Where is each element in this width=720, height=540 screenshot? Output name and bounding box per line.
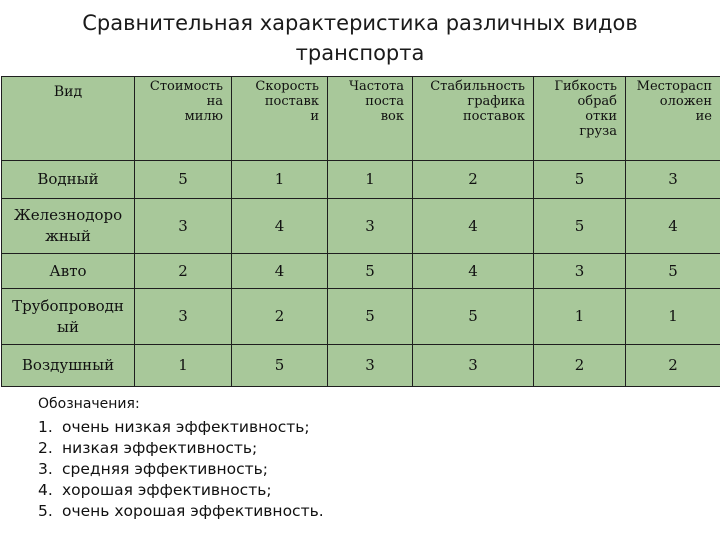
table-cell: 3 (135, 289, 232, 345)
table-cell: 5 (534, 199, 626, 254)
header-cell (413, 77, 534, 161)
table-cell: 3 (328, 345, 413, 387)
legend-item-text: очень низкая эффективность; (62, 418, 310, 436)
row-name-cell (2, 199, 135, 254)
page-title (60, 8, 660, 68)
legend-item (38, 438, 458, 459)
header-cell (626, 77, 720, 161)
header-line: обраб (577, 94, 617, 109)
header-line: оложен (659, 94, 712, 109)
table-cell: 5 (135, 161, 232, 199)
legend-item-number: 5. (38, 502, 53, 520)
table-cell: 5 (232, 345, 328, 387)
table-cell: 1 (626, 289, 720, 345)
legend-item (38, 501, 458, 522)
header-line: на (206, 94, 223, 109)
header-line: поставок (463, 109, 525, 124)
table-cell: 4 (232, 199, 328, 254)
table-cell: 4 (232, 254, 328, 289)
header-cell (232, 77, 328, 161)
legend-item-number: 3. (38, 460, 53, 478)
row-name-cell (2, 345, 135, 387)
legend-item-text: хорошая эффективность; (62, 481, 272, 499)
header-line: вок (380, 109, 404, 124)
table-cell: 2 (626, 345, 720, 387)
table-cell: 3 (328, 199, 413, 254)
header-line: графика (467, 94, 525, 109)
table-row (2, 345, 720, 387)
table-cell: 2 (232, 289, 328, 345)
table-row (2, 161, 720, 199)
legend-title: Обозначения: (38, 396, 140, 412)
title-line-1: Сравнительная характеристика различных видов (82, 11, 638, 35)
header-line: поставк (264, 94, 319, 109)
table-cell: 3 (534, 254, 626, 289)
table-row (2, 289, 720, 345)
table-cell: 1 (232, 161, 328, 199)
table-cell: 2 (534, 345, 626, 387)
legend (38, 395, 458, 522)
header-line: поста (365, 94, 404, 109)
header-cell (135, 77, 232, 161)
legend-item-number: 1. (38, 418, 53, 436)
row-name-line: Железнодоро (13, 206, 123, 224)
header-line: Вид (53, 84, 83, 100)
row-name-line: жный (45, 227, 91, 245)
legend-item-text: средняя эффективность; (62, 460, 268, 478)
table-cell: 3 (626, 161, 720, 199)
row-name-cell (2, 161, 135, 199)
legend-item-number: 2. (38, 439, 53, 457)
table-cell: 4 (413, 199, 534, 254)
table-header-row (2, 77, 720, 161)
header-line: Частота (348, 79, 404, 94)
row-name-cell (2, 289, 135, 345)
table-cell: 5 (413, 289, 534, 345)
header-cell (534, 77, 626, 161)
row-name-cell (2, 254, 135, 289)
title-line-2: транспорта (295, 41, 425, 65)
table-cell: 5 (328, 289, 413, 345)
header-line: и (310, 109, 319, 124)
table-cell: 2 (135, 254, 232, 289)
legend-item-number: 4. (38, 481, 53, 499)
table-cell: 3 (135, 199, 232, 254)
row-name-line: Авто (49, 261, 87, 280)
header-cell (2, 77, 135, 161)
header-line: Месторасп (636, 79, 712, 94)
table-cell: 2 (413, 161, 534, 199)
header-line: Стоимость (149, 79, 223, 94)
table-cell: 5 (626, 254, 720, 289)
table-cell: 3 (413, 345, 534, 387)
legend-item-text: низкая эффективность; (62, 439, 258, 457)
legend-item (38, 459, 458, 480)
table-cell: 4 (413, 254, 534, 289)
row-name-line: Трубопроводн (12, 296, 124, 315)
legend-item (38, 417, 458, 438)
legend-item-text: очень хорошая эффективность. (62, 502, 324, 520)
comparison-table (1, 76, 720, 387)
header-line: отки (585, 109, 617, 124)
header-line: Гибкость (554, 79, 617, 94)
table-cell: 1 (135, 345, 232, 387)
table-cell: 5 (328, 254, 413, 289)
row-name-line: Водный (37, 170, 99, 188)
table-cell: 1 (328, 161, 413, 199)
legend-item (38, 480, 458, 501)
table-cell: 4 (626, 199, 720, 254)
header-line: милю (184, 109, 223, 124)
row-name-line: ый (57, 317, 79, 336)
table-row (2, 254, 720, 289)
header-line: Скорость (255, 79, 319, 94)
table-row (2, 199, 720, 254)
header-line: груза (579, 124, 617, 139)
row-name-line: Воздушный (21, 356, 115, 374)
header-line: ие (695, 109, 712, 124)
header-line: Стабильность (430, 79, 525, 94)
header-cell (328, 77, 413, 161)
table-cell: 5 (534, 161, 626, 199)
table-cell: 1 (534, 289, 626, 345)
